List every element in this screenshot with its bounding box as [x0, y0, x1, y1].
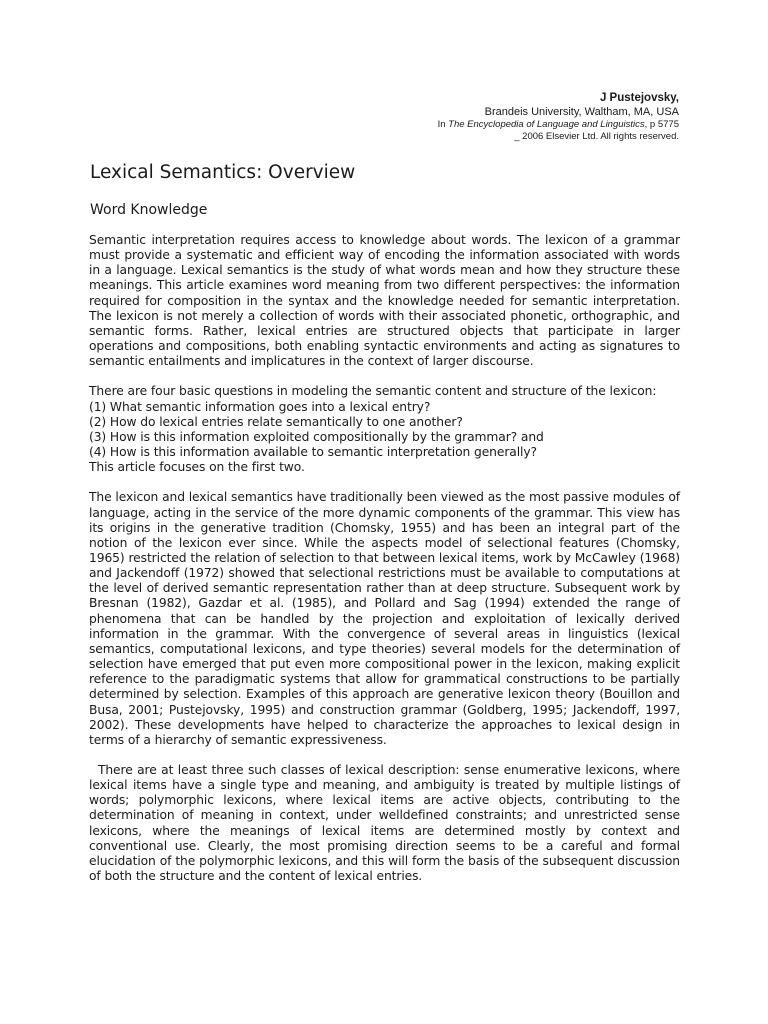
question-3: (3) How is this information exploited compositionally by the grammar? and [89, 429, 544, 444]
copyright-notice: _ 2006 Elsevier Ltd. All rights reserved. [514, 131, 679, 142]
paragraph-lexicon-classes: There are at least three such classes of lexical description: sense enumerative lexicons, where lexical items have a single type and meaning, and ambiguity is treated by multiple listings of words; polymorphic lexicons, where lexical items are active objects, contributing to the determination of meaning in context, under welldefined constraints; and unrestricted sense lexicons, where the meanings of lexical items are determined mostly by context and conventional use. Clearly, the most promising direction seems to be a careful and formal elucidation of the polymorphic lexicons, and this will form the basis of the subsequent discussion of both the structure and the content of lexical entries. [89, 763, 684, 884]
paragraph-introduction: Semantic interpretation requires access to knowledge about words. The lexicon of a grammar must provide a systematic and efficient way of encoding the information associated with words in a language. Lexical semantics is the study of what words mean and how they structure these meanings. This article examines word meaning from two different perspectives: the information required for composition in the syntax and the knowledge needed for semantic interpretation. The lexicon is not merely a collection of words with their associated phonetic, orthographic, and semantic forms. Rather, lexical entries are structured objects that participate in larger operations and compositions, both enabling syntactic environments and acting as signatures to semantic entailments and implicatures in the context of larger discourse. [89, 233, 680, 369]
question-4: (4) How is this information available to semantic interpretation generally? [89, 445, 537, 460]
article-header [438, 91, 679, 143]
citation-suffix: , p 5775 [644, 119, 679, 130]
question-1: (1) What semantic information goes into a lexical entry? [89, 399, 431, 414]
questions-intro: There are four basic questions in modeling the semantic content and structure of the lexicon: [89, 384, 657, 399]
author-affiliation: Brandeis University, Waltham, MA, USA [484, 106, 679, 118]
article-title: Lexical Semantics: Overview [90, 162, 356, 183]
paragraph-history: The lexicon and lexical semantics have traditionally been viewed as the most passive modules of language, acting in the service of the more dynamic components of the grammar. This view has its origins in the generative tradition (Chomsky, 1955) and has been an integral part of the notion of the lexicon ever since. While the aspects model of selectional features (Chomsky, 1965) restricted the relation of selection to that between lexical items, work by McCawley (1968) and Jackendoff (1972) showed that selectional restrictions must be available to computations at the level of derived semantic representation rather than at deep structure. Subsequent work by Bresnan (1982), Gazdar et al. (1985), and Pollard and Sag (1994) extended the range of phenomena that can be handled by the projection and exploitation of lexically derived information in the grammar. With the convergence of several areas in linguistics (lexical semantics, computational lexicons, and type theories) several models for the determination of selection have emerged that put even more compositional power in the lexicon, making explicit reference to the paradigmatic systems that allow for grammatical constructions to be partially determined by selection. Examples of this approach are generative lexicon theory (Bouillon and Busa, 2001; Pustejovsky, 1995) and construction grammar (Goldberg, 1995; Jackendoff, 1997, 2002). These developments have helped to characterize the approaches to lexical design in terms of a hierarchy of semantic expressiveness. [89, 490, 680, 747]
citation-line [438, 119, 679, 131]
citation-prefix: In [437, 119, 449, 130]
question-2: (2) How do lexical entries relate semantically to one another? [89, 414, 463, 429]
article-body [89, 233, 684, 884]
questions-outro: This article focuses on the first two. [89, 460, 305, 475]
author-name: J Pustejovsky, [599, 92, 679, 104]
section-heading: Word Knowledge [90, 202, 208, 218]
citation-source: The Encyclopedia of Language and Linguistics [448, 119, 645, 130]
questions-block [89, 384, 680, 475]
